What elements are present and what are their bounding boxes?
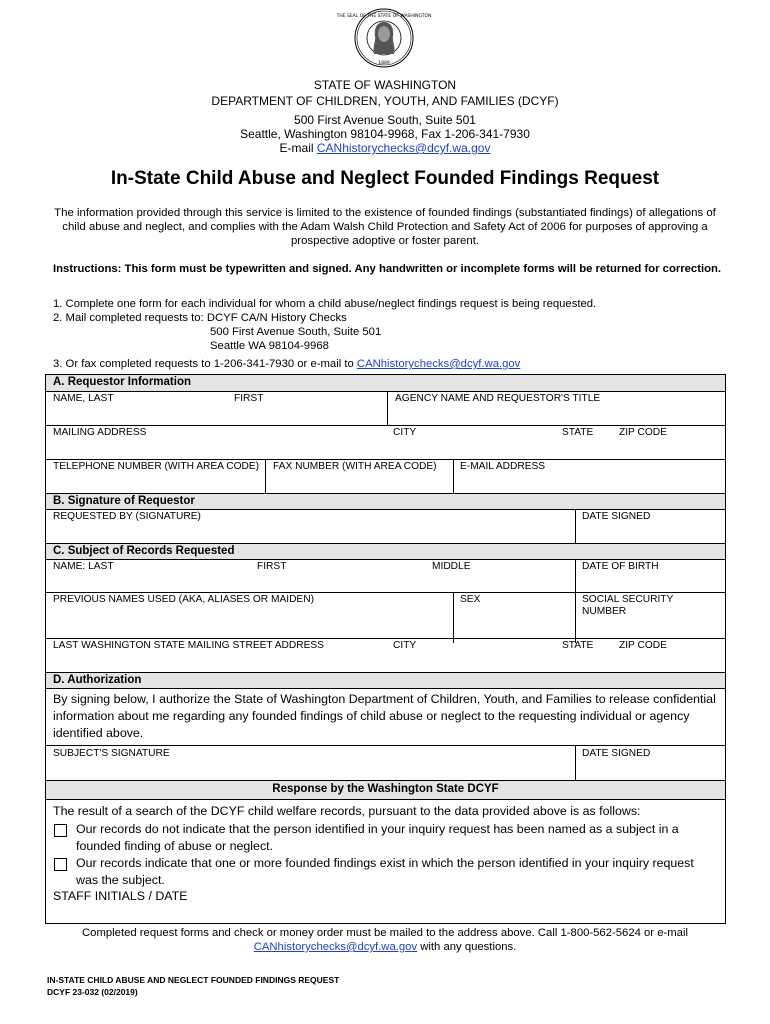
subject-sex-field[interactable]: SEX xyxy=(460,594,481,605)
requestor-city-field[interactable]: CITY xyxy=(393,427,417,438)
requestor-telephone-field[interactable]: TELEPHONE NUMBER (WITH AREA CODE) xyxy=(53,461,260,472)
response-intro: The result of a search of the DCYF child welfare records, pursuant to the data provided above is as follows: xyxy=(53,804,641,818)
response-title: Response by the Washington State DCYF xyxy=(272,783,499,795)
authorization-text: By signing below, I authorize the State of Washington Department of Children, Youth, and Families to release confidential information about me regarding any founded findings of child abuse or neglect to the requesting individual or agency identified above. xyxy=(53,692,716,740)
subject-middle-name-field[interactable]: MIDDLE xyxy=(432,561,471,572)
step-3 xyxy=(53,357,520,371)
subject-ssn-label-line1[interactable]: SOCIAL SECURITY xyxy=(582,594,674,605)
subject-date-signed-field[interactable]: DATE SIGNED xyxy=(582,748,651,759)
seal-graphic xyxy=(336,8,432,68)
subject-city-field[interactable]: CITY xyxy=(393,640,417,651)
requestor-state-field[interactable]: STATE xyxy=(562,427,594,438)
footer-email-line xyxy=(0,940,770,954)
subject-previous-names-field[interactable]: PREVIOUS NAMES USED (AKA, ALIASES OR MAIDEN) xyxy=(53,594,314,605)
requestor-date-signed-field[interactable]: DATE SIGNED xyxy=(582,511,651,522)
instructions: Instructions: This form must be typewritten and signed. Any handwritten or incomplete forms will be returned for correction. xyxy=(53,263,722,275)
mail-address-line2: Seattle WA 98104-9968 xyxy=(210,340,329,352)
requestor-fax-field[interactable]: FAX NUMBER (WITH AREA CODE) xyxy=(273,461,437,472)
subject-first-name-field[interactable]: FIRST xyxy=(257,561,287,572)
footer-suffix: with any questions. xyxy=(417,941,517,953)
seal-ring-text: THE SEAL OF THE STATE OF WASHINGTON xyxy=(336,14,432,19)
footer-email-link[interactable]: CANhistorychecks@dcyf.wa.gov xyxy=(253,941,418,953)
subject-state-field[interactable]: STATE xyxy=(562,640,594,651)
header-email-prefix: E-mail xyxy=(279,141,317,155)
step-3-text: 3. Or fax completed requests to 1-206-341-7930 or e-mail to xyxy=(53,358,357,370)
section-a-header xyxy=(46,375,725,391)
staff-initials-date-field[interactable]: STAFF INITIALS / DATE xyxy=(53,889,188,903)
form-name: IN-STATE CHILD ABUSE AND NEGLECT FOUNDED FINDINGS REQUEST xyxy=(47,975,340,985)
step-2: 2. Mail completed requests to: DCYF CA/N History Checks xyxy=(53,312,347,324)
requestor-email-field[interactable]: E-MAIL ADDRESS xyxy=(460,461,546,472)
footer-text: Completed request forms and check or money order must be mailed to the address above. Call 1-800-562-5624 or e-mail xyxy=(82,927,688,939)
no-findings-checkbox[interactable] xyxy=(54,824,67,837)
department-name: DEPARTMENT OF CHILDREN, YOUTH, AND FAMILIES (DCYF) xyxy=(211,94,559,108)
header-email-link[interactable]: CANhistorychecks@dcyf.wa.gov xyxy=(316,141,491,155)
seal-year: 1889 xyxy=(378,61,390,66)
state-seal xyxy=(336,8,432,68)
findings-exist-text: Our records indicate that one or more founded findings exist in which the person identified in your inquiry request was the subject. xyxy=(76,856,694,887)
section-c-header xyxy=(46,544,725,560)
footer-note xyxy=(0,926,770,954)
subject-dob-field[interactable]: DATE OF BIRTH xyxy=(582,561,659,572)
section-b-title: B. Signature of Requestor xyxy=(53,495,195,507)
findings-exist-checkbox[interactable] xyxy=(54,858,67,871)
step-3-email-link[interactable]: CANhistorychecks@dcyf.wa.gov xyxy=(356,358,521,370)
agency-name-field[interactable]: AGENCY NAME AND REQUESTOR'S TITLE xyxy=(395,393,601,404)
page-title: In-State Child Abuse and Neglect Founded Findings Request xyxy=(110,168,660,189)
subject-signature-field[interactable]: SUBJECT'S SIGNATURE xyxy=(53,748,170,759)
subject-zip-field[interactable]: ZIP CODE xyxy=(619,640,667,651)
header-address-line1: 500 First Avenue South, Suite 501 xyxy=(294,113,476,127)
request-form xyxy=(45,374,726,924)
mail-address-line1: 500 First Avenue South, Suite 501 xyxy=(210,326,382,338)
response-header xyxy=(46,781,725,799)
section-b-header xyxy=(46,494,725,510)
requestor-zip-field[interactable]: ZIP CODE xyxy=(619,427,667,438)
section-d-title: D. Authorization xyxy=(53,674,142,686)
section-a-title: A. Requestor Information xyxy=(53,376,192,388)
no-findings-text: Our records do not indicate that the person identified in your inquiry request has been named as a subject in a founded finding of abuse or neglect. xyxy=(76,822,679,853)
intro-text: The information provided through this service is limited to the existence of founded findings (substantiated findings) of allegations of child abuse and neglect, and complies with the Adam Walsh Child Protection and Safety Act of 2006 for purposes of approving a prospective adoptive or foster parent. xyxy=(54,207,716,247)
subject-last-name-field[interactable]: NAME: LAST xyxy=(53,561,114,572)
subject-ssn-label-line2: NUMBER xyxy=(582,606,627,617)
section-d-header xyxy=(46,673,725,689)
form-number: DCYF 23-032 (02/2019) xyxy=(47,987,138,997)
step-1: 1. Complete one form for each individual for whom a child abuse/neglect findings request is being requested. xyxy=(53,298,597,310)
section-c-title: C. Subject of Records Requested xyxy=(53,545,235,557)
requestor-last-name-field[interactable]: NAME, LAST xyxy=(53,393,114,404)
header-address-line2: Seattle, Washington 98104-9968, Fax 1-206-341-7930 xyxy=(240,127,530,141)
header-email-line xyxy=(0,141,770,155)
subject-last-address-field[interactable]: LAST WASHINGTON STATE MAILING STREET ADDRESS xyxy=(53,640,324,651)
state-name: STATE OF WASHINGTON xyxy=(313,78,457,92)
requestor-mailing-address-field[interactable]: MAILING ADDRESS xyxy=(53,427,147,438)
requestor-signature-field[interactable]: REQUESTED BY (SIGNATURE) xyxy=(53,511,201,522)
requestor-first-name-field[interactable]: FIRST xyxy=(234,393,264,404)
